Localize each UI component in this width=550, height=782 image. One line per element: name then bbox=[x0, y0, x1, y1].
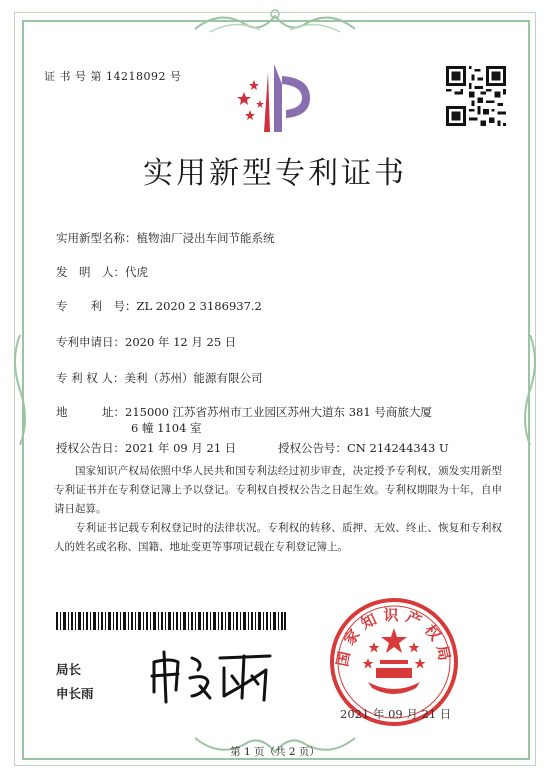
patentee-value: 美利（苏州）能源有限公司 bbox=[124, 371, 263, 385]
patentee-row bbox=[56, 370, 262, 386]
address-row bbox=[56, 404, 432, 420]
cnipa-logo-icon bbox=[230, 58, 320, 138]
commissioner-signature-icon bbox=[148, 648, 276, 704]
utility-model-name-row bbox=[56, 230, 275, 246]
announcement-number-value: CN 214244343 U bbox=[347, 441, 449, 455]
announcement-date-label: 授权公告日： bbox=[56, 441, 125, 455]
filing-date-label: 专利申请日： bbox=[56, 335, 125, 349]
address-label: 地 址： bbox=[56, 405, 125, 419]
announcement-date-value: 2021 年 09 月 21 日 bbox=[125, 441, 237, 455]
inventor-row bbox=[56, 264, 148, 280]
certificate-title: 实用新型专利证书 bbox=[143, 156, 407, 191]
left-ornament-icon bbox=[8, 330, 30, 450]
top-ornament-icon bbox=[190, 4, 360, 38]
barcode-icon bbox=[56, 612, 286, 630]
patentee-label: 专 利 权 人： bbox=[56, 371, 125, 385]
address-line-2: 6 幢 1104 室 bbox=[131, 421, 202, 435]
address-line-1: 215000 江苏省苏州市工业园区苏州大道东 381 号商旅大厦 bbox=[125, 405, 432, 419]
announcement-number-label: 授权公告号： bbox=[278, 441, 347, 455]
page-number: 第 1 页（共 2 页） bbox=[230, 746, 320, 758]
announcement-date-row bbox=[56, 440, 236, 456]
commissioner-title: 局长 bbox=[56, 662, 82, 677]
certificate-number: 证 书 号 第 14218092 号 bbox=[44, 70, 182, 83]
filing-date-value: 2020 年 12 月 25 日 bbox=[125, 335, 237, 349]
commissioner-name: 申长雨 bbox=[56, 686, 94, 701]
seal-text: 国家知识产权局 bbox=[333, 606, 455, 669]
inventor-value: 代虎 bbox=[125, 265, 148, 279]
grant-statement-paragraph: 国家知识产权局依照中华人民共和国专利法经过初步审查，决定授予专利权，颁发实用新型专利证书并在专利登记簿上予以登记。专利权自授权公告之日起生效。专利权期限为十年，自申请日起算。 bbox=[54, 465, 502, 515]
legal-status-paragraph: 专利证书记载专利权登记时的法律状况。专利权的转移、质押、无效、终止、恢复和专利权人的姓名或名称、国籍、地址变更等事项记载在专利登记簿上。 bbox=[54, 522, 502, 553]
seal-date: 2021 年 09 月 21 日 bbox=[340, 707, 452, 721]
qr-code-icon bbox=[446, 66, 506, 126]
patent-number-value: ZL 2020 2 3186937.2 bbox=[136, 299, 262, 313]
utility-model-name-label: 实用新型名称： bbox=[56, 231, 137, 245]
utility-model-name-value: 植物油厂浸出车间节能系统 bbox=[136, 231, 275, 245]
patent-number-label: 专 利 号： bbox=[56, 299, 137, 313]
inventor-label: 发 明 人： bbox=[56, 265, 125, 279]
announcement-number-row bbox=[278, 440, 449, 456]
filing-date-row bbox=[56, 334, 236, 350]
right-ornament-icon bbox=[520, 330, 542, 450]
patent-number-row bbox=[56, 298, 262, 314]
